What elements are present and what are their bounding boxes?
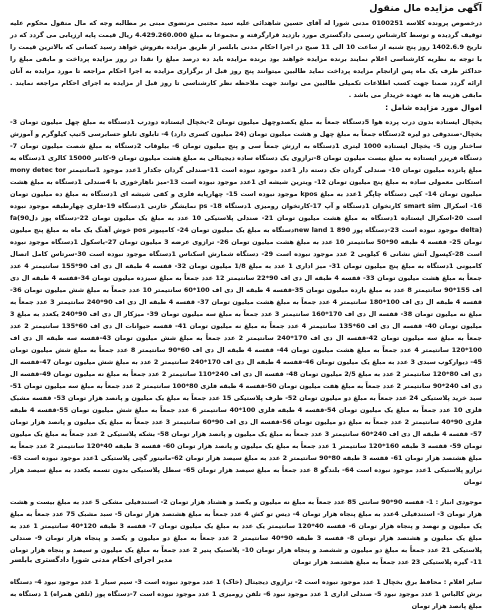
warehouse-items-list: موجودی انبار : 1- قفسه 90*90 سانتی 85 عدد جمعاً به مبلغ نه میلیون و یکصد و هشتاد هزار تومان 2- استندفیلی مشکی 5 عدد به مبلغ بیست و هشت هزار تومان 3- استندفیلی 4عدد به مبلغ پنجاه هزار تومان 4- دیس تو کش 4 عدد جمعاً به مبلغ هشتصد هزار تومان 5- سبد مشبک 75 عدد جمعاً به مبلغ یک میلیون و نهصد و پنجاه هزار تومان 6- قفسه 40*120 سانتیمتر یک عدد به مبلغ یک میلیون تومان 7- قفسه 3 طبقه 120*40 سانتیمتر 1 عدد به مبلغ یک میلیون و هشتصد هزار تومان 8- قفسه 3 طبقه 90*40 سانتیمتر 2 عدد جمعاً به مبلغ دو میلیون و یکصد و پنجاه هزار تومان 9- صندلی پلاستیکی 21 عدد جمعاً به مبلغ دو میلیون و ششصد و پنجاه هزار تومان 10- پلاستیک پنیر 2 عدد جمعاً به مبلغ یک میلیون و سیصد و پنجاه هزار تومان 11- گیره پلاستیکی 23 عدد جمعاً به مبلغ هشتصد هزار تومان	[10, 498, 482, 566]
notice-signature: مدیر اجرای احکام مدنی شورا دادگستری بابلسر	[10, 556, 173, 564]
items-list-label: اموال مورد مزایده شامل :	[385, 103, 482, 112]
items-list: یخچال ایستاده بدون درب پرده هوا 5دستگاه جمعاً به مبلغ یکصدوچهل میلیون تومان 2-یخچال ایستاده دودرب 1دستگاه به مبلغ چهل میلیون تومان 3-یخچال-صندوقی دو لیره 2دستگاه جمعاً به مبلغ چهل و هشت میلیون تومان (24 میلیون کسری دارد) 4- تابلوی تابلو حسابرسی 5تیپ کیلوگرم و آموزش ساختار وزن 5- یخچال ایستاده 1000 لیتری 1دستگاه به ارزش جمعاً سی و پنج میلیون تومان 6- بیلوقاب 2دستگاه به مبلغ شصت میلیون تومان 7-دستگاه فریزر ایستاده به مبلغ بیست میلیون تومان 8-ترازوی یک دستگاه ساده دیجیتالی به مبلغ هشت میلیون تومان 9-کانتر 15000 کالری 1دستگاه به مبلغ پانزده میلیون تومان 10- صندلی گردان جک دسته دار 1عدد موجود نبوده است 11-صندلی گردان جکدار 1عدد موجود 1سانتیمتر mony detec tor استکانی معمولی ساده به مبلغ پنج میلیون تومان 12- ویترین شیشه ای 1عدد موجود نبوده است 13-میز ناهارخوری با 4صندلی 1دستگاه به مبلغ هشت میلیون تومان 14- کپی دستگاه چاپگر 1عدد به مبلغ kpos موجود نبوده است 15- چهارپایه فلزی و کفی شیشه ای 1دستگاه به مبلغ ده میلیون تومان 16- اسکرال smart sim کارتخوان 1دستگاه و آپ 17-کارتخوان رومیزی 1دستگاه 18- ps نمایشگر خازنی 1دستگاه 19-فلزی چهارطبقه موجود نبوده است 20-اسکرال ایستاده 1دستگاه به مبلغ هشت میلیون تومان 21- صندلی پلاستیکی 10 عدد به مبلغ یک میلیون تومان 22-دستگاه پوز دلfa(90 delta) موجود نبوده است 23-دستگاه پوز 890 new land 1دستگاه به مبلغ یک میلیون تومان 24- کامپیوتر pos خوش آهنگ یک ماه به مبلغ پنج میلیون تومان 25- قفسه 4 طبقه 90*50 سانتیمتر 10 عدد به مبلغ هشت میلیون تومان 26- ترازوی عرضه 3 میلیون تومان 27-باسکول 1دستگاه موجود نبوده است 28-کپسول آتش نشانی 6 کیلویی 2 عدد موجود نبوده است 29- دستگاه شمارش اسکناس 1دستگاه موجود نبوده است 30-سرتاس کامل اتصال کامیونی 1دستگاه به مبلغ پنج میلیون تومان 31- میز اداری 1 عدد به مبلغ 1/8 میلیون تومان 32- قفسه 4 طبقه ال دی اف 90*155 سانتیمتر 4 عدد جمعاً به مبلغ هشت میلیون تومان 33- قفسه 4 طبقه ال دی اف 90*22 سانتیمتر 12 عدد جمعاً به مبلغ سیزده میلیون تومان 34-قفسه 4 طبقه ال دی اف 155*90 سانتیمتر 8 عدد به مبلغ یازده میلیون تومان 35-قفسه 4 طبقه ال دی اف 100*60 سانتیمتر 10 عدد جمعاً به مبلغ شش میلیون تومان 36-قفسه 4 طبقه ال دی اف 100*180 سانتیمتر 4 عدد جمعاً به مبلغ هشت میلیون تومان 37- قفسه 4 طبقه ال دی اف 90*240 سانتیمتر 3 عدد جمعاً به مبلغ نه میلیون تومان 38- قفسه ال دی اف 170*160 سانتیمتر 3 عدد جمعاً به مبلغ سه میلیون تومان 39- میزکار ال دی اف 90*240 یکعدد به مبلغ 3 میلیون تومان 40- قفسه ال دی اف 60*135 سانتیمتر 4 عدد جمعاً به مبلغ نه میلیون تومان 41- قفسه حیوانات ال دی اف 60*135 سانتیمتر 2 عدد جمعاً به مبلغ سه میلیون تومان 42-قفسه ال دی اف 170*240 سانتیمتر 2 عدد جمعاً به مبلغ شش میلیون تومان 43-قفسه سه طبقه ال دی اف 100*120 سانتیمتر 4 عدد جمعاً به مبلغ هشت میلیون تومان 44- قفسه 4 طبقه ال دی اف 60*90 سانتیمتر 8 عدد جمعاً به مبلغ شش میلیون تومان 45- دیوارکوب سبدی 3 عدد به مبلغ یک میلیون تومان 46-قفسه 4 طبقه ال دی اف 170*240 سانتیمتر 2 عدد به مبلغ شش میلیون تومان 47-قفسه ال دی اف 80*120 سانتیمتر 2 عدد به مبلغ 2/5 میلیون تومان 48- قفسه ال دی اف 240*110 سانتیمتر 2 عدد جمعاً به مبلغ نه میلیون تومان 49-قفسه ال دی اف 240*90 سانتیمتر 2 عدد جمعاً به مبلغ هفت میلیون تومان 50-قفسه 4 طبقه فلزی 80*100 سانتیمتر 2 عدد جمعاً به مبلغ سه میلیون تومان 51- سبد خرید پلاستیکی 24 عدد جمعاً به مبلغ دو میلیون تومان 52- ظرف پلاستیکی 15 عدد جمعاً به مبلغ یک میلیون و پانصد هزار تومان 53- قفسه مشبک فلزی 10 عدد جمعاً به مبلغ یک میلیون تومان 54-قفسه 4 طبقه فلزی 100*40 سانتیمتر 6 عدد جمعاً به مبلغ شش میلیون تومان 55-قفسه 4 طبقه فلزی 90*40 سانتیمتر 2 عدد جمعاً به مبلغ دو میلیون تومان 56-قفسه ال دی اف 90*60 سانتیمتر 3 عدد جمعاً به مبلغ یک میلیون و پانصد هزار تومان 57- قفسه 4 طبقه ال دی اف 240*60 سانتیمتر 3 عدد جمعاً به مبلغ یک میلیون و پانصد هزار تومان 58- بشکه پلاستیکی 2 عدد جمعاً به مبلغ یک میلیون تومان 59- قفسه 3 طبقه 160*120 سانتیمتر 1 عدد جمعاً به مبلغ یک میلیون و پانصد هزار تومان 60- قفسه 3 طبقه 40*120 سانتیمتر 2 عدد جمعاً به مبلغ هشتصد هزار تومان 61- قفسه 3 طبقه 80*90 سانتیمتر 2 عدد به مبلغ سیصد هزار تومان 62-مانیتور گچی پلاستیکی 1عدد موجود نبوده است 63- ترازو پلاستیکی 1عدد موجود نبوده است 64- بلندگو 8 عدد جمعاً به مبلغ سیصد هزار تومان 65- سطل پلاستیکی بدون تسمه یکعدد به مبلغ سیصد هزار تومان	[10, 118, 483, 486]
other-items-list: سایر اقلام : محافظ برق بخچال 1 عدد موجود نبوده است 2- ترازوی دیجیتال (خاک) 1 عدد موجود نبوده است 3- سیم سیار 1 عدد موجود نبود 4- دستگاه برش کالباس 1 عدد موجود نبود 5- صندلی اداری 1 عدد موجود نبود 6- تلفن رومیزی 1 عدد موجود نبوده است 7-دستگاه پوز (تلفن همراه) 1 دستگاه به مبلغ پانصد هزار تومان	[10, 578, 483, 610]
notice-intro: درخصوص پرونده کلاسه 0100251 مدنی شورا له آقای حسین شاهدائی علیه سید مجتبی مرتضوی مبنی بر مطالبه وجه که مال منقول محکوم علیه توقیف گردیده و توسط کارشناس رسمی دادگستری مورد بازدید قرارگرفته و مجموعا به مبلغ 4.429.260.000 ریال قیمت پایه ارزیابی می گردد که در تاریخ 1402.6.9 روز پنج شنبه از ساعت 10 الی 11 صبح در اجرا احکام مدنی بابلسر از طریق مزایده بفروش خواهد رسید کسانی که بالاترین قیمت را با توجه به نظریه کارشناسی اعلام نمایند برنده مزایده خواهند بود برنده مزایده باید ده درصد مبلغ را نقدا در روز مزایده پرداخت و مابقی مبلغ را حداکثر ظرف یک ماه پس ازانجام مزایده پرداخت نماید طالبین میتوانند پنج روز قبل از برگزاری مزایده به اجرا احکام مراجعه تا مورد مزایده به آنان ارائه گردد ضمنا جهت کسب اطلاعات تکمیلی طالبین می توانند جهت ملاحظه نظر کارشناسی تا روز قبل از مزایده به اجرای احکام مراجعه نمایند . مابقی هزینه ها به عهده خریدار می باشد .	[10, 19, 482, 99]
auction-notice	[10, 3, 483, 610]
notice-title: آگهی مزایده مال منقول	[369, 3, 482, 14]
